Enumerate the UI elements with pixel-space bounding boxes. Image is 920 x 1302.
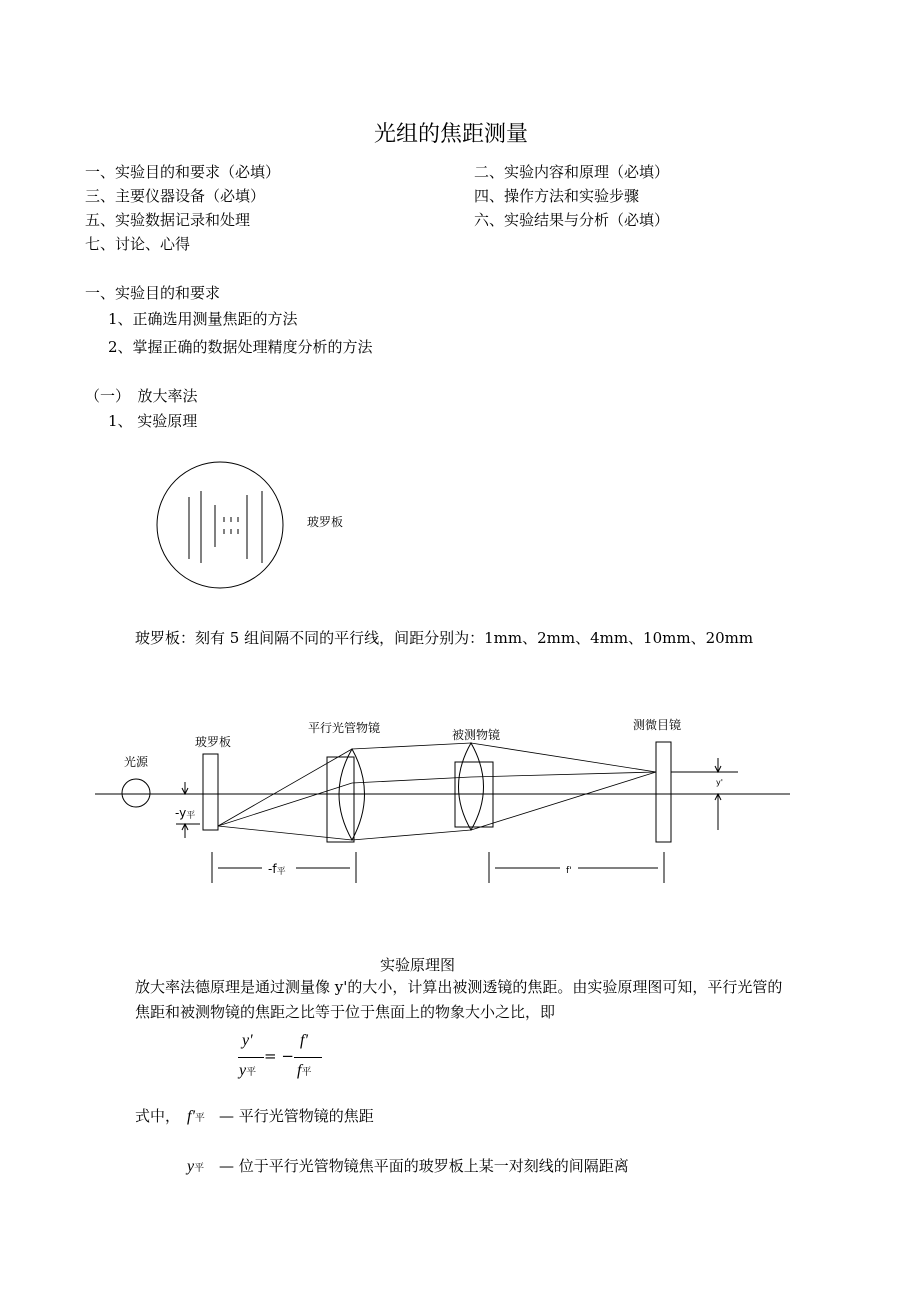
fraction-bar: [238, 1057, 264, 1058]
toc-item-3: 三、主要仪器设备（必填）: [85, 187, 266, 205]
reticle-figure-label: 玻罗板: [307, 515, 344, 529]
objective-item: 2、掌握正确的数据处理精度分析的方法: [108, 338, 373, 356]
page-title: 光组的焦距测量: [374, 122, 529, 147]
figure-caption: 实验原理图: [380, 956, 456, 974]
method-heading: （一） 放大率法: [85, 387, 198, 405]
objective-item: 1、正确选用测量焦距的方法: [108, 310, 298, 328]
method-subheading: 1、 实验原理: [108, 412, 198, 430]
f-collimator-label: -f平: [268, 862, 286, 877]
where-lead: 式中，: [135, 1107, 181, 1125]
collimator-objective-frame: [327, 757, 354, 842]
paragraph-line: 放大率法德原理是通过测量像 y'的大小，计算出被测透镜的焦距。由实验原理图可知，平行光管的: [135, 978, 783, 996]
collimator-objective-label: 平行光管物镜: [308, 721, 381, 735]
section-heading: 一、实验目的和要求: [85, 284, 221, 302]
f-prime-label: f': [566, 866, 572, 876]
toc-item-5: 五、实验数据记录和处理: [85, 211, 251, 229]
toc-item-1: 一、实验目的和要求（必填）: [85, 163, 281, 181]
reticle-label: 玻罗板: [195, 735, 232, 749]
paragraph-line: 焦距和被测物镜的焦距之比等于位于焦面上的物象大小之比，即: [135, 1003, 556, 1021]
light-rays: [218, 743, 656, 840]
reticle-figure: [155, 455, 385, 595]
formula-numerator-right: f': [300, 1032, 308, 1049]
toc-item-4: 四、操作方法和实验步骤: [474, 187, 640, 205]
light-source-label: 光源: [124, 755, 149, 769]
y-prime-label: y': [716, 778, 723, 787]
formula-numerator-left: y': [242, 1032, 253, 1049]
fraction-bar: [294, 1057, 322, 1058]
reticle-description: 玻罗板：刻有 5 组间隔不同的平行线，间距分别为：1mm、2mm、4mm、10mm、20mm: [135, 629, 754, 647]
micrometer-eyepiece: [656, 742, 671, 842]
toc-item-6: 六、实验结果与分析（必填）: [474, 211, 670, 229]
reticle-circle: [157, 462, 283, 588]
light-source-icon: [122, 779, 150, 807]
where-desc-f: — 平行光管物镜的焦距: [219, 1107, 374, 1125]
optical-diagram: [90, 710, 800, 890]
reticle-lines: [189, 491, 262, 563]
where-desc-y: — 位于平行光管物镜焦平面的玻罗板上某一对刻线的间隔距离: [219, 1157, 629, 1175]
formula-equals: = −: [264, 1047, 294, 1065]
where-symbol-f: f'平: [187, 1108, 205, 1125]
tested-objective-label: 被测物镜: [452, 728, 501, 742]
tested-objective-lens: [459, 743, 484, 830]
y-label: -y平: [175, 806, 196, 821]
formula-denominator-left: y平: [239, 1062, 257, 1079]
toc-item-2: 二、实验内容和原理（必填）: [474, 163, 670, 181]
formula-denominator-right: f平: [297, 1062, 312, 1079]
toc-item-7: 七、讨论、心得: [85, 235, 191, 253]
micrometer-eyepiece-label: 测微目镜: [633, 718, 682, 732]
magnification-formula: [236, 1030, 336, 1086]
reticle-plate: [203, 754, 218, 830]
where-symbol-y: y平: [187, 1158, 205, 1175]
